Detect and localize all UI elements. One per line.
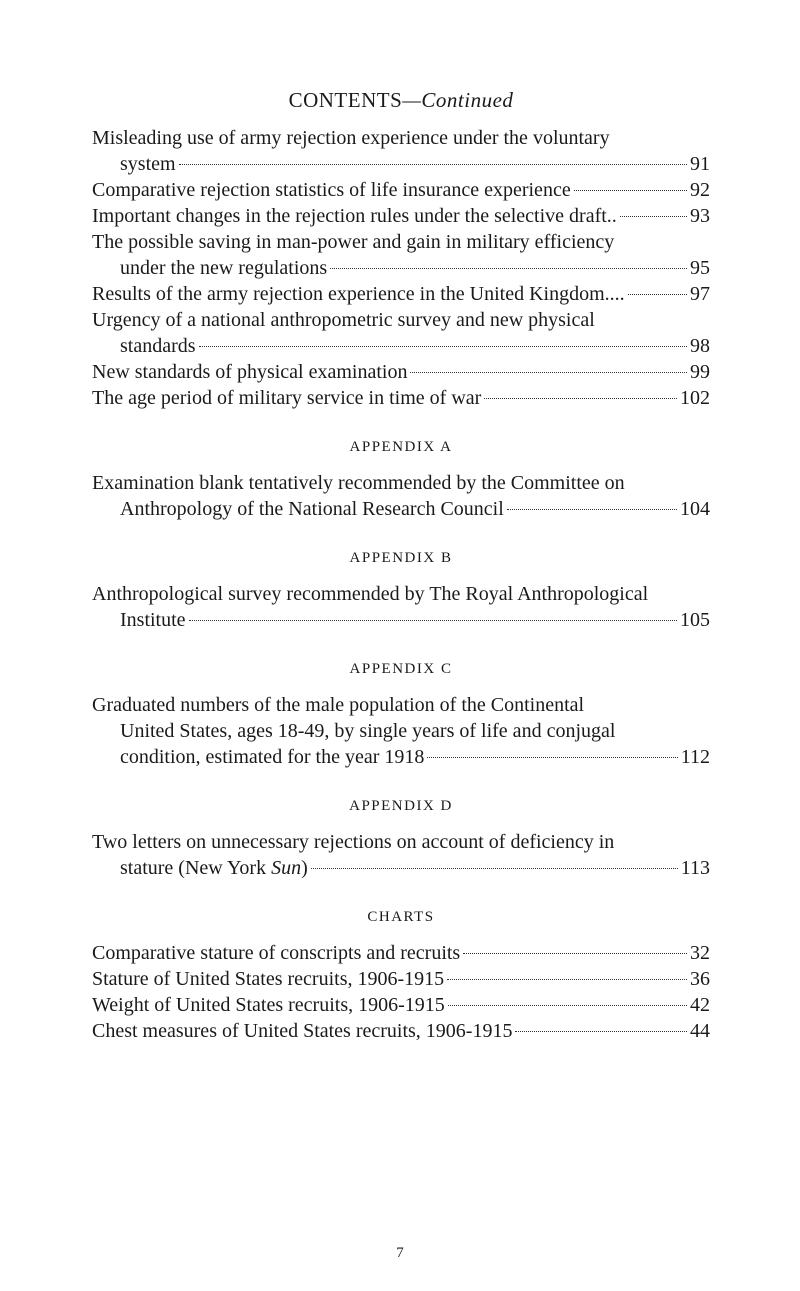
page-number: 112 <box>680 746 710 768</box>
page-number: 95 <box>690 257 710 279</box>
dot-leader <box>620 215 687 217</box>
entry-text: Institute <box>120 609 186 631</box>
page-number: 36 <box>690 968 710 990</box>
entry-text: New standards of physical examination <box>92 361 408 383</box>
page-number: 92 <box>690 179 710 201</box>
dot-leader <box>515 1030 687 1032</box>
dot-leader <box>484 397 677 399</box>
page-number: 42 <box>690 994 710 1016</box>
dot-leader <box>199 345 687 347</box>
page-number: 98 <box>690 335 710 357</box>
dot-leader <box>507 508 677 510</box>
page-number: 32 <box>690 942 710 964</box>
entry-text: Two letters on unnecessary rejections on account of deficiency in <box>92 831 615 853</box>
entry-text: Anthropology of the National Research Council <box>120 498 504 520</box>
toc-entry <box>92 966 710 992</box>
entry-text-prefix: stature (New York <box>120 857 272 879</box>
toc-entry <box>92 203 710 229</box>
entry-text: United States, ages 18-49, by single years of life and conjugal <box>120 720 616 742</box>
toc-entry <box>92 385 710 411</box>
entry-text: Results of the army rejection experience in the United Kingdom.... <box>92 283 625 305</box>
page-number: 105 <box>680 609 710 631</box>
entry-text: under the new regulations <box>120 257 328 279</box>
contents-page <box>92 88 710 1044</box>
title-text: CONTENTS <box>288 88 403 112</box>
entry-text: The possible saving in man-power and gain in military efficiency <box>92 231 615 253</box>
toc-entry <box>92 229 710 281</box>
entry-text: system <box>120 153 176 175</box>
dot-leader <box>448 1004 687 1006</box>
appendix-b-heading: APPENDIX B <box>349 550 453 566</box>
entry-text: Examination blank tentatively recommended by the Committee on <box>92 472 625 494</box>
entry-text: Misleading use of army rejection experience under the voluntary <box>92 127 610 149</box>
dot-leader <box>410 371 687 373</box>
toc-entry <box>92 177 710 203</box>
page-number: 93 <box>690 205 710 227</box>
dot-leader <box>628 293 687 295</box>
toc-entry <box>92 829 710 881</box>
page-number: 91 <box>690 153 710 175</box>
toc-entry <box>92 940 710 966</box>
page-number: 113 <box>680 857 710 879</box>
toc-entry <box>92 281 710 307</box>
dot-leader <box>330 267 687 269</box>
entry-text: standards <box>120 335 196 357</box>
entry-text: Comparative rejection statistics of life insurance experience <box>92 179 571 201</box>
toc-entry <box>92 1018 710 1044</box>
dot-leader <box>427 756 677 758</box>
entry-text: The age period of military service in time of war <box>92 387 482 409</box>
entry-text-suffix: ) <box>301 857 308 879</box>
dot-leader <box>179 163 687 165</box>
dot-leader <box>574 189 687 191</box>
dot-leader <box>447 978 687 980</box>
toc-entry <box>92 307 710 359</box>
entry-text: Graduated numbers of the male population of the Continental <box>92 694 585 716</box>
toc-entry <box>92 992 710 1018</box>
entry-text: condition, estimated for the year 1918 <box>120 746 425 768</box>
toc-entry <box>92 470 710 522</box>
entry-text: Chest measures of United States recruits, 1906-1915 <box>92 1020 513 1042</box>
entry-text: Anthropological survey recommended by The Royal Anthropological <box>92 583 649 605</box>
page-title <box>92 88 710 113</box>
page-number: 99 <box>690 361 710 383</box>
toc-entry <box>92 359 710 385</box>
dot-leader <box>189 619 677 621</box>
page-number: 104 <box>680 498 710 520</box>
appendix-a-heading: APPENDIX A <box>349 439 453 455</box>
title-continued: —Continued <box>402 88 514 112</box>
page-number: 97 <box>690 283 710 305</box>
appendix-c-heading: APPENDIX C <box>349 661 453 677</box>
entry-text: Stature of United States recruits, 1906-1915 <box>92 968 445 990</box>
entry-text: Urgency of a national anthropometric survey and new physical <box>92 309 595 331</box>
toc-entry <box>92 581 710 633</box>
appendix-d-heading: APPENDIX D <box>349 798 453 814</box>
entry-text: Comparative stature of conscripts and recruits <box>92 942 461 964</box>
dot-leader <box>311 867 678 869</box>
entry-text-italic: Sun <box>271 857 302 879</box>
page-number: 102 <box>680 387 710 409</box>
entry-text: Weight of United States recruits, 1906-1915 <box>92 994 445 1016</box>
toc-entry <box>92 692 710 770</box>
dot-leader <box>463 952 687 954</box>
page-number: 44 <box>690 1020 710 1042</box>
charts-heading: CHARTS <box>367 909 435 925</box>
toc-entry <box>92 125 710 177</box>
entry-text: Important changes in the rejection rules under the selective draft.. <box>92 205 617 227</box>
page-folio: 7 <box>396 1245 404 1261</box>
